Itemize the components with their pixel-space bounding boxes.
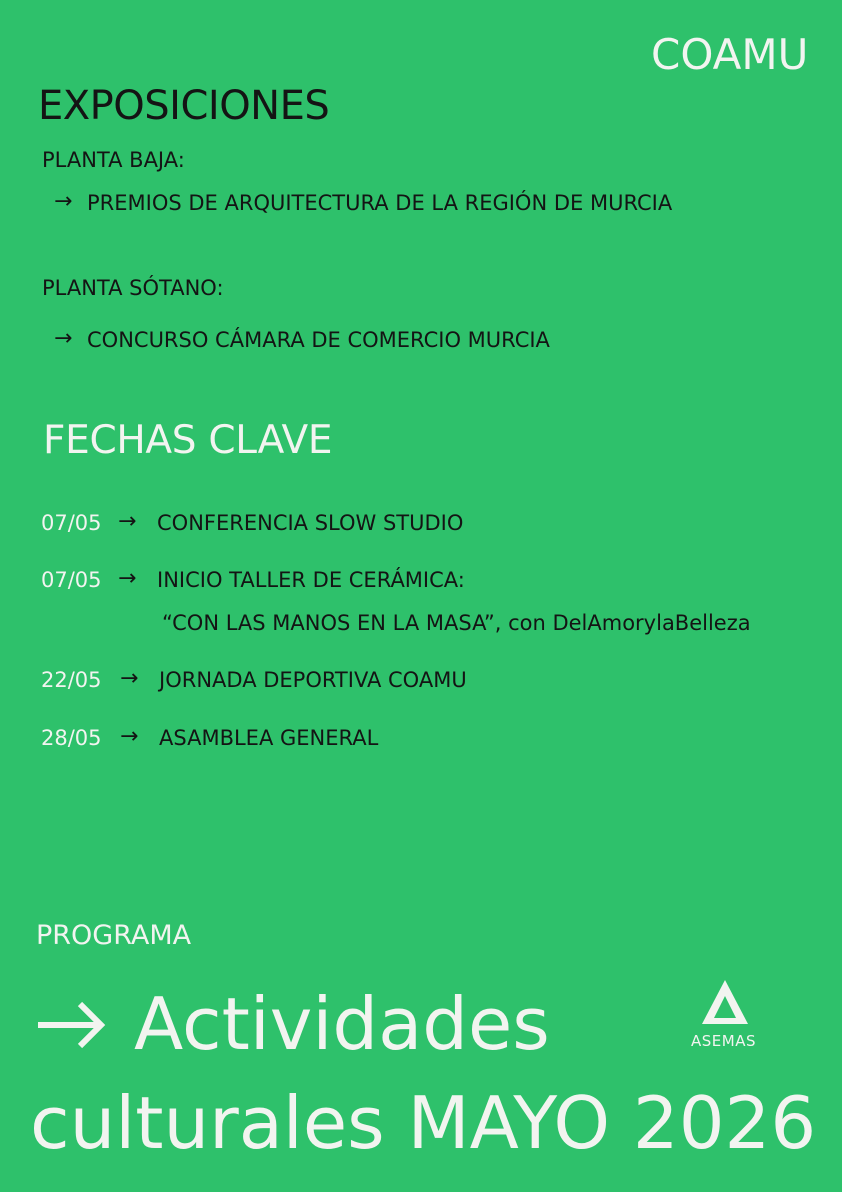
- event-title: INICIO TALLER DE CERÁMICA:: [157, 568, 465, 592]
- exposiciones-heading: EXPOSICIONES: [38, 83, 330, 129]
- asemas-logo-text: ASEMAS: [691, 1032, 756, 1050]
- planta-sotano-label: PLANTA SÓTANO:: [42, 276, 224, 300]
- arrow-icon: →: [118, 566, 137, 591]
- coamu-logo: [651, 30, 808, 80]
- event-date: 07/05: [41, 511, 102, 535]
- fechas-clave-heading: FECHAS CLAVE: [43, 418, 333, 463]
- event-subtitle: “CON LAS MANOS EN LA MASA”, con DelAmorylaBelleza: [162, 611, 751, 635]
- event-date: 07/05: [41, 568, 102, 592]
- arrow-icon: →: [120, 724, 139, 749]
- big-arrow-icon: [36, 1000, 106, 1050]
- programa-label: PROGRAMA: [36, 920, 192, 951]
- planta-baja-label: PLANTA BAJA:: [42, 148, 185, 172]
- arrow-icon: →: [54, 189, 73, 214]
- arrow-icon: →: [118, 509, 137, 534]
- event-date: 22/05: [41, 668, 102, 692]
- arrow-icon: →: [120, 666, 139, 691]
- program-title-text: Actividades: [134, 982, 550, 1066]
- event-date: 28/05: [41, 726, 102, 750]
- planta-baja-exhibition: PREMIOS DE ARQUITECTURA DE LA REGIÓN DE MURCIA: [87, 191, 673, 215]
- program-title-line2: culturales MAYO 2026: [30, 1081, 817, 1165]
- arrow-icon: →: [54, 326, 73, 351]
- program-title-line1: [36, 984, 550, 1064]
- planta-sotano-exhibition: CONCURSO CÁMARA DE COMERCIO MURCIA: [87, 328, 550, 352]
- logo-text: COAMU: [651, 30, 809, 79]
- event-title: ASAMBLEA GENERAL: [159, 726, 379, 750]
- event-title: JORNADA DEPORTIVA COAMU: [159, 668, 467, 692]
- event-title: CONFERENCIA SLOW STUDIO: [157, 511, 464, 535]
